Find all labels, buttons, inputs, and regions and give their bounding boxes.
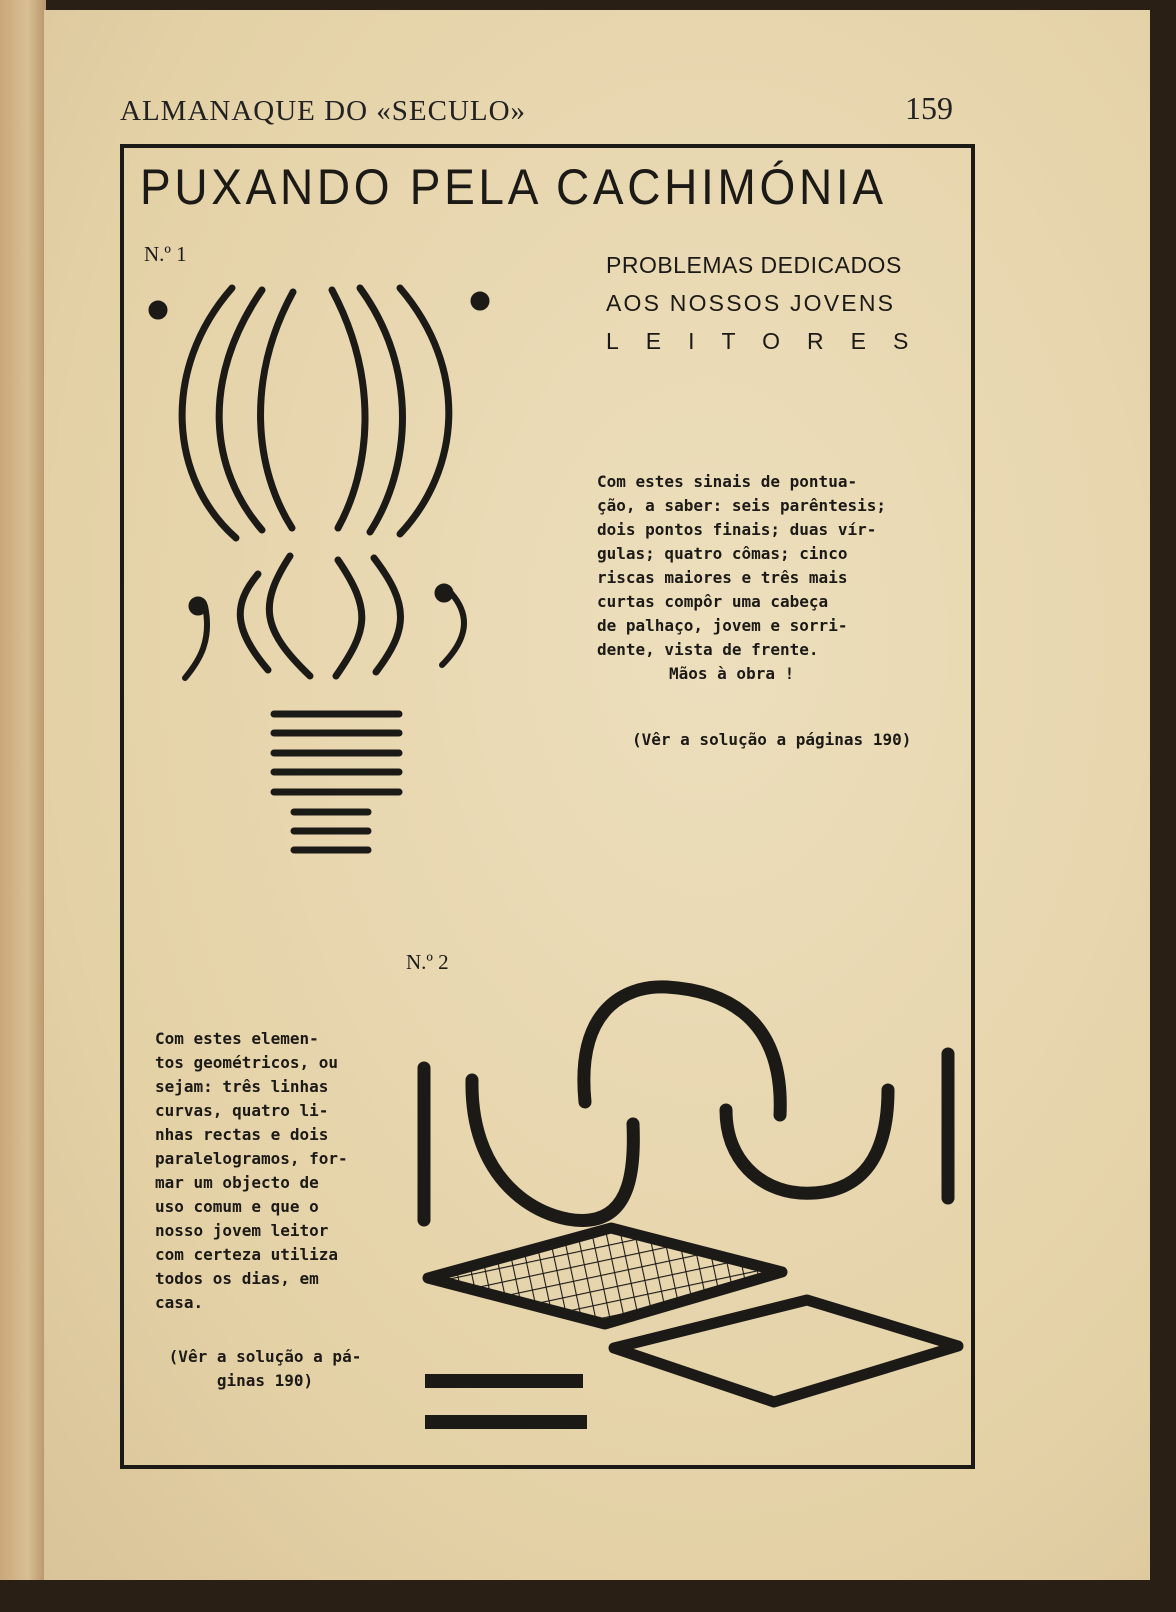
problem-2-line: nosso jovem leitor <box>155 1221 329 1240</box>
subtitle-line-1: PROBLEMAS DEDICADOS <box>606 252 902 278</box>
parenthesis-close-1 <box>332 290 365 528</box>
problem-1-line: riscas maiores e três mais <box>597 568 848 587</box>
problem-1-number: N.º 1 <box>144 242 187 266</box>
curve-left <box>472 1080 633 1220</box>
problem-1-line: ção, a saber: seis parêntesis; <box>597 496 886 515</box>
problem-1-line: curtas compôr uma cabeça <box>597 592 829 611</box>
problem-1-line: de palhaço, jovem e sorri- <box>597 616 848 635</box>
problem-1-line: dente, vista de frente. <box>597 640 819 659</box>
parallelogram-plain <box>614 1300 958 1402</box>
problem-1-illustration <box>149 288 489 850</box>
problem-2-line: Com estes elemen- <box>155 1029 319 1048</box>
parenthesis-open-2 <box>219 290 262 530</box>
problem-1-line: Mãos à obra ! <box>669 664 795 683</box>
problem-1-line: Com estes sinais de pontua- <box>597 472 858 491</box>
guillemet-open-2 <box>269 556 310 676</box>
running-head: ALMANAQUE DO «SECULO» <box>120 95 527 127</box>
problem-2-line: tos geométricos, ou <box>155 1053 339 1072</box>
problem-2-line: nhas rectas e dois <box>155 1125 329 1144</box>
guillemet-close-1 <box>336 560 362 676</box>
problem-2-illustration <box>424 987 958 1422</box>
problem-1-line: gulas; quatro cômas; cinco <box>597 544 848 563</box>
subtitle-line-3: LEITORES <box>606 328 936 354</box>
comma-left-tail <box>185 606 207 678</box>
problem-2-line: sejam: três linhas <box>155 1077 329 1096</box>
full-stop-left <box>149 301 167 319</box>
problem-2-solution-line: ginas 190) <box>216 1371 314 1390</box>
parenthesis-open-3 <box>261 292 293 528</box>
problem-2-number: N.º 2 <box>406 950 449 974</box>
guillemet-open-1 <box>240 574 268 670</box>
article-title: PUXANDO PELA CACHIMÓNIA <box>140 159 887 215</box>
problem-2-line: casa. <box>155 1293 204 1312</box>
parallelogram-hatched <box>428 1228 782 1324</box>
problem-2-line: curvas, quatro li- <box>155 1101 329 1120</box>
full-stop-right <box>471 292 489 310</box>
problem-2-solution-line: (Vêr a solução a pá- <box>168 1347 362 1366</box>
comma-right-tail <box>442 593 464 665</box>
problem-2-line: mar um objecto de <box>155 1173 319 1192</box>
guillemet-close-2 <box>374 558 401 672</box>
curve-top <box>584 987 780 1115</box>
parenthesis-open-1 <box>182 288 236 538</box>
dash-lines <box>274 714 399 850</box>
problem-2-line: uso comum e que o <box>155 1197 319 1216</box>
parenthesis-close-3 <box>400 288 449 534</box>
subtitle-line-2: AOS NOSSOS JOVENS <box>606 290 896 316</box>
problem-2-line: todos os dias, em <box>155 1269 319 1288</box>
problem-1-line: dois pontos finais; duas vír- <box>597 520 877 539</box>
page-number: 159 <box>905 90 953 126</box>
problem-2-line: com certeza utiliza <box>155 1245 339 1264</box>
curve-right <box>726 1090 888 1193</box>
problem-1-solution-note: (Vêr a solução a páginas 190) <box>632 730 912 749</box>
problem-2-line: paralelogramos, for- <box>155 1149 348 1168</box>
